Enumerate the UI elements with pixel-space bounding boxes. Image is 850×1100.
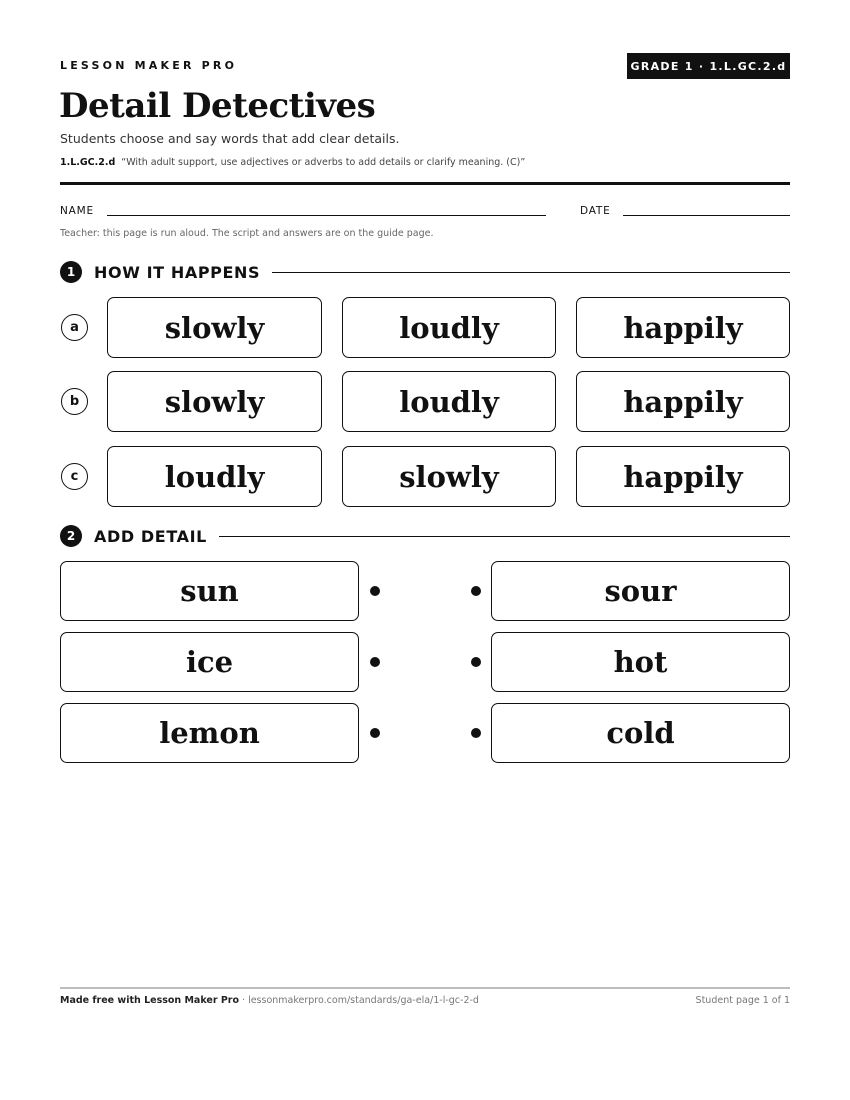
- row-letter-a: a: [61, 314, 88, 341]
- date-field[interactable]: [623, 215, 790, 216]
- footer-divider: [60, 987, 790, 989]
- match-dot-right[interactable]: [471, 586, 481, 596]
- section-rule: [272, 272, 790, 273]
- choice-card[interactable]: slowly: [342, 446, 556, 507]
- match-left-card[interactable]: sun: [60, 561, 359, 621]
- match-right-card[interactable]: hot: [491, 632, 790, 692]
- choice-card[interactable]: slowly: [107, 297, 322, 358]
- match-dot-left[interactable]: [370, 728, 380, 738]
- choice-card[interactable]: loudly: [342, 371, 556, 432]
- match-left-card[interactable]: ice: [60, 632, 359, 692]
- match-dot-left[interactable]: [370, 586, 380, 596]
- name-field[interactable]: [107, 215, 546, 216]
- header-divider: [60, 182, 790, 185]
- match-dot-right[interactable]: [471, 657, 481, 667]
- standard-line: [60, 157, 525, 168]
- section-how-it-happens: [60, 260, 790, 284]
- page-subtitle: Students choose and say words that add clear details.: [60, 131, 400, 146]
- section-title: HOW IT HAPPENS: [94, 262, 261, 282]
- choice-card[interactable]: happily: [576, 371, 790, 432]
- standard-text: “With adult support, use adjectives or adverbs to add details or clarify meaning. (C)”: [121, 157, 526, 168]
- page-title: Detail Detectives: [59, 86, 376, 126]
- section-rule: [219, 536, 790, 537]
- choice-card[interactable]: slowly: [107, 371, 322, 432]
- teacher-note: Teacher: this page is run aloud. The script and answers are on the guide page.: [60, 228, 434, 239]
- footer-page-number: Student page 1 of 1: [695, 995, 790, 1006]
- match-right-card[interactable]: cold: [491, 703, 790, 763]
- match-dot-left[interactable]: [370, 657, 380, 667]
- section-number: 2: [60, 525, 82, 547]
- footer-credit: [60, 995, 479, 1006]
- section-add-detail: [60, 524, 790, 548]
- date-label: DATE: [580, 205, 611, 217]
- row-letter-b: b: [61, 388, 88, 415]
- choice-card[interactable]: happily: [576, 446, 790, 507]
- section-title: ADD DETAIL: [94, 526, 207, 546]
- match-dot-right[interactable]: [471, 728, 481, 738]
- choice-card[interactable]: happily: [576, 297, 790, 358]
- grade-badge: GRADE 1 · 1.L.GC.2.d: [627, 53, 790, 79]
- row-letter-c: c: [61, 463, 88, 490]
- match-left-card[interactable]: lemon: [60, 703, 359, 763]
- footer-url[interactable]: · lessonmakerpro.com/standards/ga-ela/1-l-gc-2-d: [239, 995, 479, 1006]
- match-right-card[interactable]: sour: [491, 561, 790, 621]
- name-label: NAME: [60, 205, 94, 217]
- footer-made-with: Made free with Lesson Maker Pro: [60, 995, 240, 1006]
- section-number: 1: [60, 261, 82, 283]
- choice-card[interactable]: loudly: [342, 297, 556, 358]
- choice-card[interactable]: loudly: [107, 446, 322, 507]
- standard-code: 1.L.GC.2.d: [60, 157, 116, 168]
- brand-name: LESSON MAKER PRO: [60, 59, 238, 72]
